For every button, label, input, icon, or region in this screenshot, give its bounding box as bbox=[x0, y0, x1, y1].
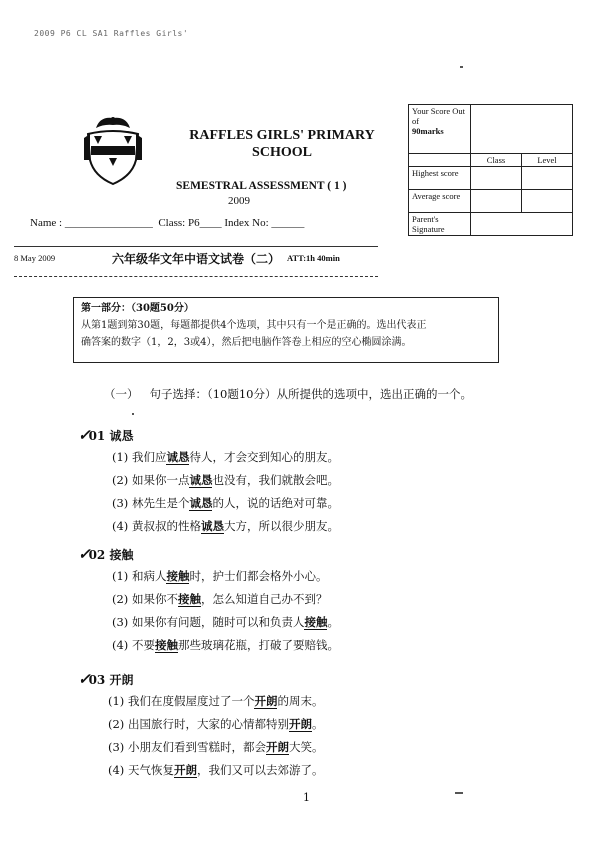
q01-option-3[interactable] bbox=[112, 495, 339, 511]
class-blank[interactable]: ____ bbox=[199, 217, 222, 229]
option-keyword: 接触 bbox=[177, 592, 201, 606]
header-note: 2009 P6 CL SA1 Raffles Girls' bbox=[34, 29, 189, 38]
question-03-heading bbox=[78, 670, 133, 688]
your-score-label: Your Score Out of bbox=[412, 106, 465, 126]
option-keyword: 诚恳 bbox=[189, 496, 213, 510]
average-score-label: Average score bbox=[409, 190, 471, 213]
option-keyword: 开朗 bbox=[173, 763, 197, 777]
q03-option-4[interactable] bbox=[108, 762, 323, 778]
q03-option-2[interactable] bbox=[108, 716, 323, 732]
question-01-heading bbox=[78, 426, 133, 444]
assessment-year: 2009 bbox=[228, 195, 250, 207]
option-number: (4) bbox=[108, 763, 125, 777]
highest-score-label: Highest score bbox=[409, 167, 471, 190]
tick-mark-icon: ✓ bbox=[78, 426, 91, 444]
option-number: (1) bbox=[108, 694, 125, 708]
option-text-post: 那些玻璃花瓶，打破了要赔钱。 bbox=[177, 638, 339, 652]
average-class-cell bbox=[471, 190, 522, 213]
question-word: 诚恳 bbox=[109, 429, 134, 443]
paper-title: 六年级华文年中语文试卷（二） bbox=[112, 252, 281, 266]
section-label: （一） bbox=[104, 387, 139, 401]
option-text-pre: 我们应 bbox=[131, 450, 167, 464]
option-text-pre: 不要 bbox=[131, 638, 155, 652]
option-text-post: 也没有，我们就散会吧。 bbox=[212, 473, 339, 487]
option-keyword: 开朗 bbox=[265, 740, 289, 754]
option-text-pre: 天气恢复 bbox=[127, 763, 174, 777]
option-number: (3) bbox=[108, 740, 125, 754]
highest-class-cell bbox=[471, 167, 522, 190]
option-number: (3) bbox=[112, 496, 129, 510]
option-keyword: 诚恳 bbox=[189, 473, 213, 487]
option-text-post: 。 bbox=[327, 615, 339, 629]
option-keyword: 诚恳 bbox=[200, 519, 224, 533]
question-number: 02 bbox=[88, 548, 106, 562]
question-number: 03 bbox=[88, 673, 106, 687]
average-level-cell bbox=[522, 190, 573, 213]
name-label: Name : bbox=[30, 217, 63, 229]
option-keyword: 接触 bbox=[304, 615, 328, 629]
divider-bottom bbox=[14, 276, 378, 277]
option-text-post: 大笑。 bbox=[288, 740, 324, 754]
your-score-cell bbox=[409, 105, 471, 154]
col-level-header: Level bbox=[522, 154, 573, 167]
school-name-line1: RAFFLES GIRLS' PRIMARY bbox=[189, 128, 375, 143]
option-text-post: 的人，说的话绝对可靠。 bbox=[212, 496, 339, 510]
instructions-line2: 从第1题到第30题，每题都提供4个选项，其中只有一个是正确的。选出代表正 bbox=[81, 320, 427, 331]
parent-signature-cell[interactable] bbox=[471, 213, 573, 236]
option-text-post: 的周末。 bbox=[277, 694, 324, 708]
option-text-post: 待人，才会交到知心的朋友。 bbox=[189, 450, 339, 464]
option-keyword: 接触 bbox=[154, 638, 178, 652]
option-number: (1) bbox=[112, 569, 129, 583]
option-text-pre: 出国旅行时，大家的心情都特别 bbox=[127, 717, 289, 731]
option-text-pre: 如果你有问题，随时可以和负责人 bbox=[131, 615, 305, 629]
score-table bbox=[408, 104, 573, 236]
q02-option-1[interactable] bbox=[112, 568, 327, 584]
scan-speck bbox=[132, 413, 134, 415]
index-label: Index No: bbox=[224, 217, 269, 229]
school-name-line2: SCHOOL bbox=[252, 145, 312, 160]
out-of-marks: 90marks bbox=[412, 126, 444, 136]
section-text: 句子选择：（10题10分）从所提供的选项中，选出正确的一个。 bbox=[149, 387, 472, 401]
class-label: Class: P6 bbox=[158, 217, 200, 229]
option-keyword: 接触 bbox=[166, 569, 190, 583]
name-row bbox=[30, 217, 304, 229]
question-word: 接触 bbox=[109, 548, 134, 562]
section-heading bbox=[104, 386, 472, 402]
option-keyword: 诚恳 bbox=[166, 450, 190, 464]
option-number: (2) bbox=[112, 473, 129, 487]
question-02-heading bbox=[78, 545, 133, 563]
option-text-pre: 黄叔叔的性格 bbox=[131, 519, 201, 533]
allotted-time: ATT:1h 40min bbox=[287, 253, 340, 263]
option-keyword: 开朗 bbox=[288, 717, 312, 731]
option-text-post: 。 bbox=[311, 717, 324, 731]
page-number: 1 bbox=[303, 791, 310, 804]
blank-label-cell bbox=[409, 154, 471, 167]
instructions-box bbox=[73, 297, 499, 363]
instructions-line1: 第一部分：（30题50分） bbox=[81, 303, 194, 314]
divider-top bbox=[14, 246, 378, 247]
tick-mark-icon: ✓ bbox=[78, 545, 91, 563]
option-text-post: 大方，所以很少朋友。 bbox=[223, 519, 339, 533]
school-name bbox=[182, 127, 382, 161]
tick-mark-icon: ✓ bbox=[78, 670, 91, 688]
option-number: (2) bbox=[112, 592, 129, 606]
option-text-pre: 和病人 bbox=[131, 569, 167, 583]
option-text-post: 时，护士们都会格外小心。 bbox=[189, 569, 328, 583]
school-crest-logo bbox=[82, 114, 144, 186]
q01-option-1[interactable] bbox=[112, 449, 339, 465]
highest-level-cell bbox=[522, 167, 573, 190]
option-keyword: 开朗 bbox=[254, 694, 278, 708]
question-word: 开朗 bbox=[109, 673, 134, 687]
col-class-header: Class bbox=[471, 154, 522, 167]
option-number: (3) bbox=[112, 615, 129, 629]
index-blank[interactable]: ______ bbox=[271, 217, 305, 229]
q02-option-4[interactable] bbox=[112, 637, 339, 653]
exam-date: 8 May 2009 bbox=[14, 253, 56, 263]
option-text-pre: 如果你一点 bbox=[131, 473, 190, 487]
q02-option-2[interactable] bbox=[112, 591, 327, 607]
option-text-post: ，怎么知道自己办不到？ bbox=[200, 592, 328, 606]
option-number: (4) bbox=[112, 638, 129, 652]
q03-option-3[interactable] bbox=[108, 739, 323, 755]
option-text-pre: 林先生是个 bbox=[131, 496, 190, 510]
q02-option-3[interactable] bbox=[112, 614, 339, 630]
q01-option-4[interactable] bbox=[112, 518, 339, 534]
question-number: 01 bbox=[88, 429, 106, 443]
option-text-pre: 小朋友们看到雪糕时，都会 bbox=[127, 740, 266, 754]
scan-speck bbox=[460, 66, 463, 68]
option-number: (2) bbox=[108, 717, 125, 731]
option-number: (4) bbox=[112, 519, 129, 533]
name-blank[interactable]: ________________ bbox=[64, 217, 153, 229]
your-score-value bbox=[471, 105, 573, 154]
q03-option-1[interactable] bbox=[108, 693, 323, 709]
instructions-line3: 确答案的数字（1，2，3或4），然后把电脑作答卷上相应的空心椭圆涂满。 bbox=[81, 337, 412, 348]
option-number: (1) bbox=[112, 450, 129, 464]
scan-speck bbox=[455, 792, 463, 794]
option-text-pre: 我们在度假屋度过了一个 bbox=[127, 694, 255, 708]
option-text-post: ，我们又可以去郊游了。 bbox=[196, 763, 324, 777]
parent-signature-label: Parent's Signature bbox=[409, 213, 471, 236]
q01-option-2[interactable] bbox=[112, 472, 339, 488]
assessment-title: SEMESTRAL ASSESSMENT ( 1 ) bbox=[176, 180, 347, 192]
option-text-pre: 如果你不 bbox=[131, 592, 178, 606]
